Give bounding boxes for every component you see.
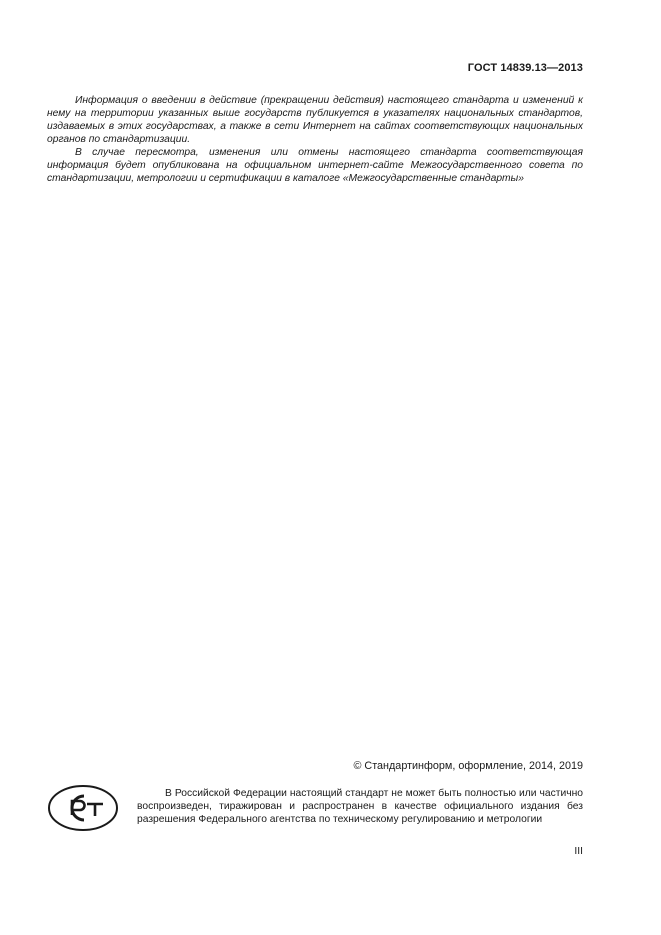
page-number: III [574, 846, 583, 857]
standard-code: ГОСТ 14839.13—2013 [467, 62, 583, 74]
copyright-notice [137, 787, 583, 826]
intro-section [47, 94, 583, 185]
copyright-line: © Стандартинформ, оформление, 2014, 2019 [353, 760, 583, 772]
intro-paragraph-1: Информация о введении в действие (прекращении действия) настоящего стандарта и изменений к нему на территории указанных выше государств публикуется в указателях национальных стандартов, издаваемых в этих государствах, а также в сети Интернет на сайтах соответствующих национальных органов по стандартизации. [47, 95, 583, 145]
notice-text: В Российской Федерации настоящий стандарт не может быть полностью или частично воспроизведен, тиражирован и распространен в качестве официального издания без разрешения Федерального агентства по техническому регулированию и метрологии [137, 788, 583, 825]
intro-paragraph-2: В случае пересмотра, изменения или отмены настоящего стандарта соответствующая информация будет опубликована на официальном интернет-сайте Межгосударственного совета по стандартизации, метрологии и сертификации в каталоге «Межгосударственные стандарты» [47, 147, 583, 184]
gost-r-logo-icon [47, 784, 119, 832]
